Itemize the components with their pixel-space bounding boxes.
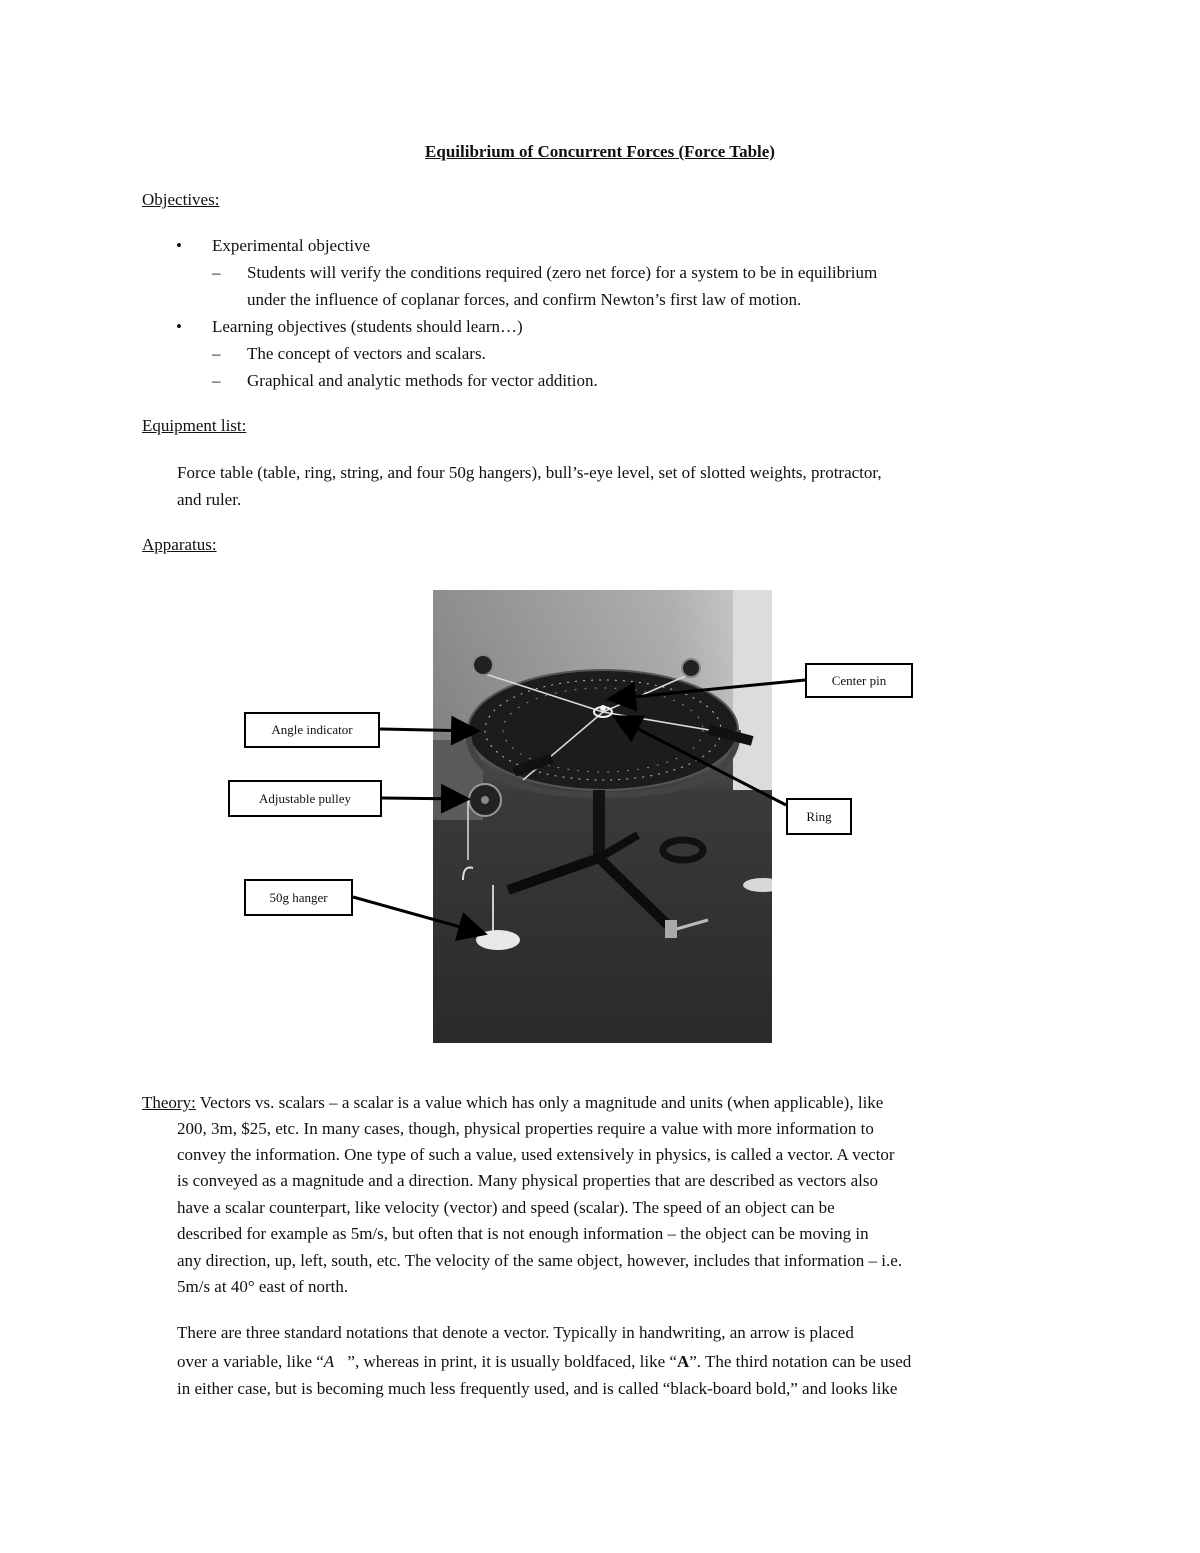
notation-line: in either case, but is becoming much less frequently used, and is called “black-board bold,” and looks like [177,1379,898,1398]
notation-text: ”. The third notation can be used [689,1352,912,1371]
dash-marker: – [212,263,221,282]
sub-item-line: Students will verify the conditions required (zero net force) for a system to be in equilibrium [247,263,878,282]
theory-first-line [142,1089,883,1116]
adjustable-pulley-arrow [382,798,465,799]
notation-line: There are three standard notations that denote a vector. Typically in handwriting, an arrow is placed [177,1323,854,1342]
sub-item-line: under the influence of coplanar forces, and confirm Newton’s first law of motion. [247,290,802,309]
theory-line: have a scalar counterpart, like velocity (vector) and speed (scalar). The speed of an object can be [177,1198,835,1217]
theory-line: is conveyed as a magnitude and a direction. Many physical properties that are described as vectors also [177,1171,879,1190]
objectives-heading: Objectives: [142,190,220,209]
theory-heading: Theory: [142,1093,196,1112]
apparatus-heading: Apparatus: [142,535,217,554]
notation-text: ”, whereas in print, it is usually boldfaced, like “ [347,1352,677,1371]
page-title: Equilibrium of Concurrent Forces (Force Table) [425,142,775,161]
equipment-line: and ruler. [177,490,242,509]
theory-line: 5m/s at 40° east of north. [177,1277,349,1296]
equipment-line: Force table (table, ring, string, and four 50g hangers), bull’s-eye level, set of slotted weights, protractor, [177,463,882,482]
angle-indicator-label: Angle indicator [244,712,380,748]
notation-line [177,1348,911,1375]
notation-text: over a variable, like “ [177,1352,324,1371]
bullet-marker: • [176,317,182,336]
ring-arrow [617,718,786,805]
dash-marker: – [212,371,221,390]
center-pin-arrow [612,680,805,699]
theory-line: convey the information. One type of such a value, used extensively in physics, is called a vector. A vector [177,1145,895,1164]
theory-line: Vectors vs. scalars – a scalar is a value which has only a magnitude and units (when applicable), like [195,1093,884,1112]
sub-item-line: Graphical and analytic methods for vector addition. [247,371,598,390]
sub-item-line: The concept of vectors and scalars. [247,344,486,363]
theory-line: any direction, up, left, south, etc. The velocity of the same object, however, includes that information – i.e. [177,1251,903,1270]
experimental-objective-item: Experimental objective [212,236,371,255]
bullet-marker: • [176,236,182,255]
adjustable-pulley-label: Adjustable pulley [228,780,382,817]
theory-line: 200, 3m, $25, etc. In many cases, though, physical properties require a value with more information to [177,1119,874,1138]
dash-marker: – [212,344,221,363]
center-pin-label: Center pin [805,663,913,698]
vector-bold-notation: A [676,1352,690,1371]
vector-arrow-notation: A⃗ [323,1352,348,1371]
angle-indicator-arrow [380,729,475,731]
ring-label: Ring [786,798,852,835]
theory-line: described for example as 5m/s, but often that is not enough information – the object can be moving in [177,1224,869,1243]
hanger-arrow [353,897,482,933]
hanger-label: 50g hanger [244,879,353,916]
learning-objective-item: Learning objectives (students should learn…) [212,317,523,336]
equipment-heading: Equipment list: [142,416,247,435]
